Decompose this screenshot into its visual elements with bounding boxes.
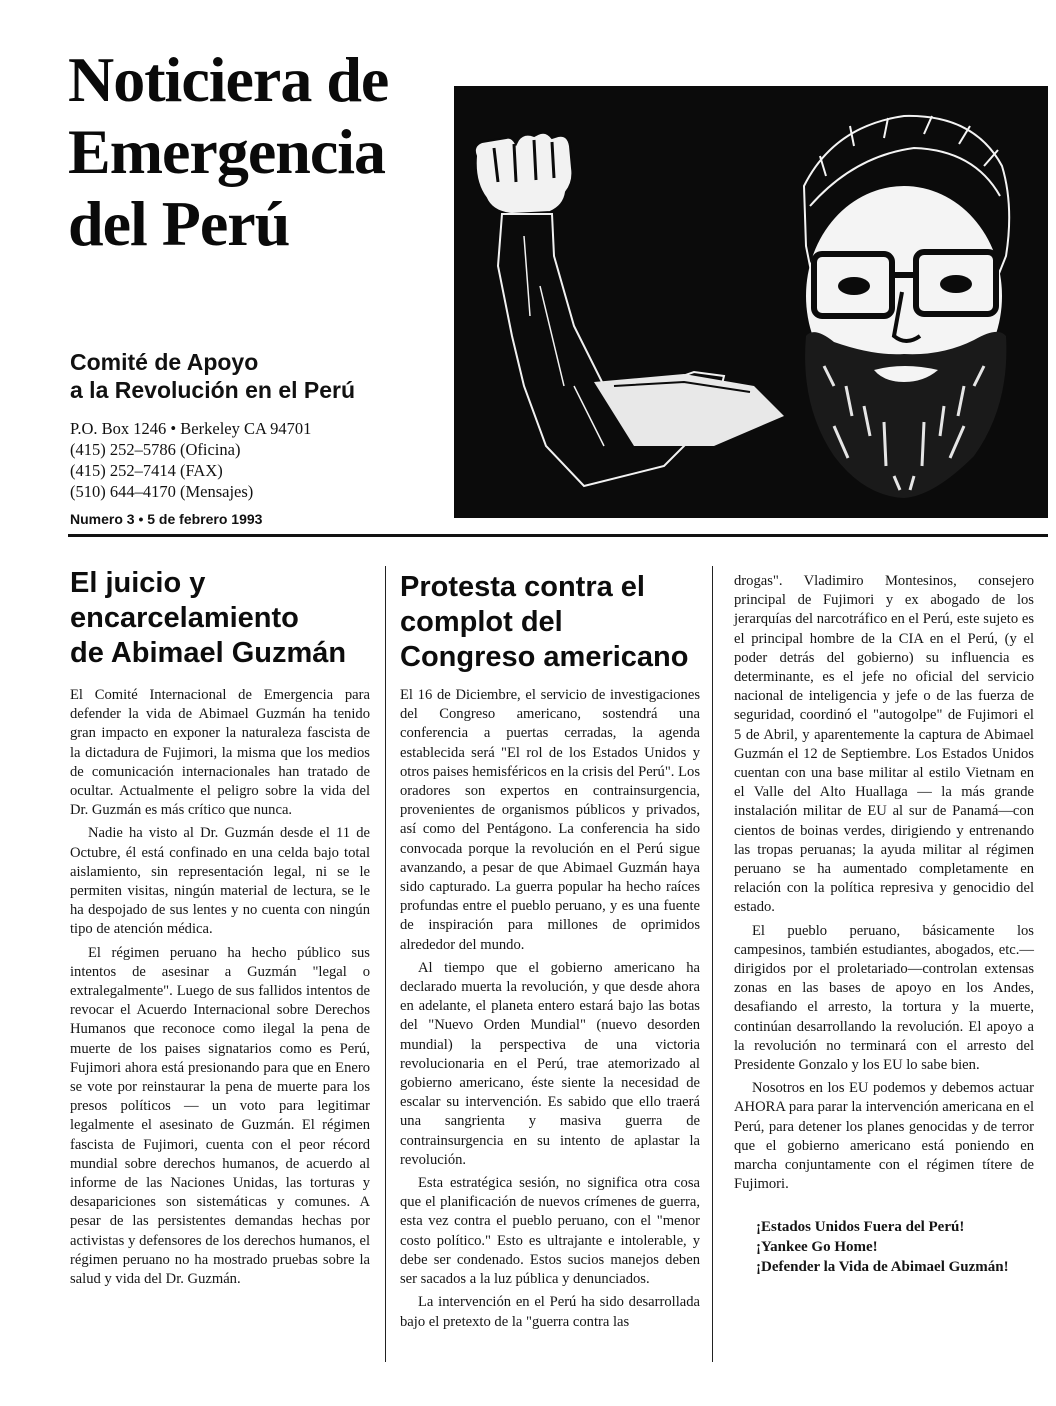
article-body-continued [734, 572, 1034, 1277]
article-headline [400, 570, 700, 675]
article-paragraph: El Comité Internacional de Emergencia para defender la vida de Abimael Guzmán ha tenido gran impacto en exponer la naturaleza fascista de la dictadura de Fujimori, la misma que los medios de comunicación internacionales han tratado de ocultar. Actualmente el peligro sobre la vida del Dr. Guzmán es más crítico que nunca. [70, 687, 370, 819]
masthead-title-line: Noticiera de [68, 44, 389, 115]
slogan: ¡Estados Unidos Fuera del Perú! [756, 1218, 965, 1235]
phone-office: (415) 252–5786 (Oficina) [70, 440, 241, 459]
headline-line: encarcelamiento [70, 602, 299, 634]
article-body [70, 686, 370, 1289]
article-paragraph: El pueblo peruano, básicamente los campesinos, también estudiantes, abogados, etc.— dirigidos por el proletariado—controlan extensas zonas en las bases de apoyo en los Andes, desafiando el arresto, la tortura y la muerte, continúan desarrollando la revolución. El apoyo a la revolución no terminará con el arresto del Presidente Gonzalo y los EU lo sabe bien. [734, 922, 1034, 1074]
masthead-illustration [454, 86, 1048, 518]
article-paragraph: La intervención en el Perú ha sido desarrollada bajo el pretexto de la "guerra contra las [400, 1294, 700, 1330]
organization-name-line: Comité de Apoyo [70, 349, 259, 375]
article-headline [70, 566, 370, 671]
organization-name [70, 348, 410, 404]
article-body [400, 686, 700, 1332]
headline-line: Protesta contra el [400, 571, 645, 603]
column-divider [385, 566, 386, 1362]
headline-line: complot del [400, 606, 563, 638]
article-paragraph: Nosotros en los EU podemos y debemos actuar AHORA para parar la intervención americana en el Perú, para detener los planes genocidas y de terror que el gobierno americano está poniendo en marcha conjuntamente con el régimen títere de Fujimori. [734, 1080, 1034, 1193]
article-paragraph: Nadie ha visto al Dr. Guzmán desde el 11 de Octubre, él está confinado en una celda bajo total aislamiento, sin representación legal, ni se le permiten visitas, ningún material de lectura, se le ha despojado de sus lentes y no cuenta con ningún tipo de atención médica. [70, 825, 370, 938]
article-paragraph: Al tiempo que el gobierno americano ha declarado muerta la revolución, y que desde ahora en adelante, el planeta entero estará bajo las botas del "Nuevo Orden Mundial" (nuevo desorden mundial) la perspectiva de una victoria revolucionaria en el Perú, trae atemorizado al gobierno americano, éste siente la necesidad de escalar su intervención. Es sabido que ello traerá una sangrienta y masiva guerra de contrainsurgencia en su intento de aplastar la revolución. [400, 959, 700, 1168]
phone-messages: (510) 644–4170 (Mensajes) [70, 482, 254, 501]
headline-line: Congreso americano [400, 641, 689, 673]
contact-info [70, 418, 410, 502]
masthead-title-line: Emergencia [68, 116, 385, 187]
article-paragraph: El 16 de Diciembre, el servicio de investigaciones del Congreso americano, sostendrá una conferencia a puertas cerradas, la agenda establecida será "El rol de los Estados Unidos y otros paises hemisféricos en la crisis del Perú". Los oradores son expertos en contrainsurgencia, provenientes de organismos públicos y privados, así como del Pentágono. La conferencia ha sido convocada porque la revolución en el Perú sigue avanzando, a pesar de que Abimael Guzmán haya sido capturado. La guerra popular ha hecho raíces profundas entre el pueblo peruano, y es una fuente de inspiración para millones de oprimidos alrededor del mundo. [400, 687, 700, 953]
masthead-title-line: del Perú [68, 188, 290, 259]
phone-fax: (415) 252–7414 (FAX) [70, 461, 223, 480]
article-paragraph: Esta estratégica sesión, no significa otra cosa que el planificación de nuevos crímenes de guerra, esta vez contra el pueblo peruano, con el "menor costo político." Esto es ultrajante e intolerable, y debe ser condenado. Estos sucios manejos deben ser sacados a la luz pública y denunciados. [400, 1175, 700, 1288]
organization-name-line: a la Revolución en el Perú [70, 377, 356, 403]
slogans [734, 1217, 1034, 1277]
horizontal-divider [68, 534, 1048, 537]
postal-address: P.O. Box 1246 • Berkeley CA 94701 [70, 419, 312, 438]
article-paragraph: El régimen peruano ha hecho público sus intentos de asesinar a Guzmán "legal o extralegalmente". Luego de sus fallidos intentos de revocar el Acuerdo Internacional sobre Derechos Humanos que reconoce como ilegal la pena de muerte de los paises signatarios como es Perú, Fujimori ahora está presionando para que en Enero se vote por reinstaurar la pena de muerte para los presos políticos — un voto para legitimar legalmente el asesinato de Guzmán. El régimen fascista de Fujimori, cuenta con el peor récord mundial sobre derechos humanos, de acuerdo al informe de las Naciones Unidas, las torturas y desapariciones son sistemáticas y comunes. A pesar de las persistentes demandas hechas por activistas y defensores de los derechos humanos, el régimen peruano no ha mostrado pruebas sobre la salud y vida del Dr. Guzmán. [70, 944, 370, 1288]
slogan: ¡Defender la Vida de Abimael Guzmán! [756, 1258, 1009, 1275]
column-divider [712, 566, 713, 1362]
issue-number-date: Numero 3 • 5 de febrero 1993 [70, 511, 263, 527]
masthead-title [68, 44, 448, 260]
fist-and-portrait-illustration [454, 86, 1048, 518]
article-paragraph: drogas". Vladimiro Montesinos, consejero principal de Fujimori y ex abogado de los jerarquías del narcotráfico en el Perú, este sujeto es el principal hombre de la CIA en el Perú, (y el poder detrás del gobierno) su influencia es determinante, es el jefe no oficial del servicio nacional de inteligencia y jefe o de las fuerza de seguridad, coordinó el "autogolpe" de Fujimori el 5 de Abril, y aparentemente la captura de Abimael Guzmán el 12 de Septiembre. Los Estados Unidos cuentan con una base militar al estilo Vietnam en el Valle del Alto Huallaga — la más grande instalación militar de EU al sur de Panamá—con cientos de boinas verdes, dirigiendo y entrenando las tropas peruanas; la ayuda militar al régimen peruano se ha aumentado completamente en relación con la política represiva y genocidio del estado. [734, 573, 1034, 916]
portrait-icon [804, 116, 1009, 498]
slogan: ¡Yankee Go Home! [756, 1238, 878, 1255]
headline-line: de Abimael Guzmán [70, 637, 347, 669]
headline-line: El juicio y [70, 567, 206, 599]
